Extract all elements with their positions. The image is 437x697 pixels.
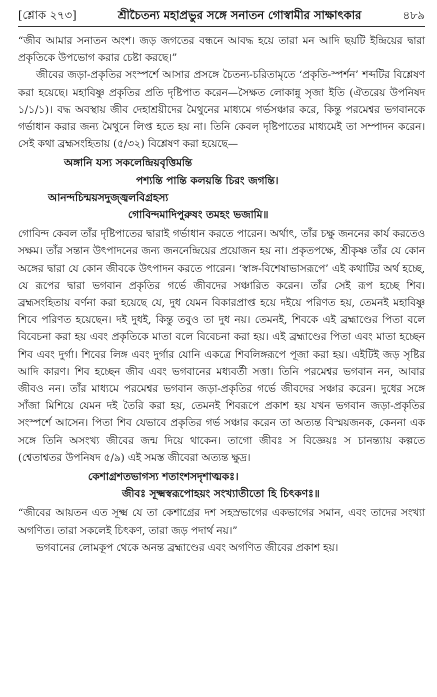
purport-paragraph: গোবিন্দ কেবল তাঁর দৃষ্টিপাতের দ্বারাই গর্ভাধান করতে পারেন। অর্থাৎ, তাঁর চক্ষু জননের কার্য করতেও সক্ষম। তাঁর সন্তান উৎপাদনের জন্য জননেন্দ্রিয়ের প্রয়োজন হয় না। প্রকৃতপক্ষে, শ্রীকৃষ্ণ তাঁর যে কোন অঙ্গের দ্বারা যে কোন জীবকে উৎপাদন করতে পারেন। ‘স্বাঙ্গ-বিশেষাভাসরূপে’ এই কথাটির অর্থ হচ্ছে, যে রূপের দ্বারা ভগবান প্রকৃতির গর্ভে জীবদের সঞ্চারিত করেন। তাঁর সেই রূপ হচ্ছে শিব। ব্রহ্মসংহিতায় বর্ণনা করা হয়েছে যে, দুধ যেমন বিকারপ্রাপ্ত হয়ে দইয়ে পরিণত হয়, তেমনই মহাবিষ্ণু শিবে পরিণত হয়েছেন। দই দুধই, কিন্তু তবুও তা দুধ নয়। তেমনই, শিবকে এই ব্রহ্মাণ্ডের পিতা বলে বিবেচনা করা হয় এবং প্রকৃতিকে মাতা বলে বিবেচনা করা হয়। এই ব্রহ্মাণ্ডের পিতা এবং মাতা হচ্ছেন শিব এবং দুর্গা। শিবের লিঙ্গ এবং দুর্গার যোনি একত্রে শিবলিঙ্গরূপে পূজা করা হয়। এইটিই জড় সৃষ্টির আদি কারণ। শিব হচ্ছেন জীব এবং ভগবানের মধ্যবর্তী সত্তা। তিনি পরমেশ্বর ভগবান নন, আবার জীবও নন। তাঁর মাধ্যমে পরমেশ্বর ভগবান জড়া-প্রকৃতির গর্ভে জীবদের সঞ্চার করেন। দুধের সঙ্গে সাঁজা মিশিয়ে যেমন দই তৈরি করা হয়, তেমনই শিবরূপে প্রকাশ হয় যখন ভগবান জড়া-প্রকৃতির সংস্পর্শে আসেন। পিতা শিব যেভাবে প্রকৃতির গর্ভ সঞ্চার করেন তা অত্যন্ত বিস্ময়জনক, কেননা এক সঙ্গে তিনি অসংখ্য জীবের জন্ম দিয়ে থাকেন। তাগো জীবঃ স বিজ্ঞেয়ঃ স চানন্ত্যায় কল্পতে (শ্বেতাশ্বতর উপনিষদ ৫/৯) এই সমস্ত জীবেরা অত্যন্ত ক্ষুদ্র। <box>18 228 425 464</box>
sanskrit-verse <box>18 469 425 503</box>
verse-line: পশ্যন্তি পান্তি কলয়ন্তি চিরং জগন্তি। <box>136 174 279 187</box>
purport-paragraph: জীবের জড়া-প্রকৃতির সংস্পর্শে আসার প্রসঙ্গে চৈতন্য-চরিতামৃতে ‘প্রকৃতি-স্পর্শন’ শব্দটির বিশ্লেষণ করা হয়েছে। মহাবিষ্ণু প্রকৃতির প্রতি দৃষ্টিপাত করেন—সৈক্ষত লোকান্নু সৃজা ইতি (ঐতরেয় উপনিষদ ১/১/১)। বদ্ধ অবস্থায় জীব দেহাশ্রয়ীদের মৈথুনের মাধ্যমে গর্ভসঞ্চার করে, কিন্তু পরমেশ্বর ভগবানকে গর্ভাধান করার জন্য মৈথুনে লিপ্ত হতে হয় না। তিনি কেবল দৃষ্টিপাতের মাধ্যমেই তা সম্পাদন করেন। সেই কথা ব্রহ্মসংহিতায় (৫/৩২) বিশ্লেষণ করা হয়েছে— <box>18 69 425 151</box>
quote-paragraph: “জীবের আয়তন এত সূক্ষ্ম যে তা কেশাগ্রের দশ সহস্রভাগের একভাগের সমান, এবং তাদের সংখ্যা অগণিত। তারা সকলেই চিৎকণ, তারা জড় পদার্থ নয়।” <box>18 507 425 537</box>
verse-line: কেশাগ্রশতভাগস্য শতাংশসদৃশাত্মকঃ। <box>88 471 239 484</box>
quote-paragraph: “জীব আমার সনাতন অংশ। জড় জগতের বন্ধনে আবদ্ধ হয়ে তারা মন আদি ছয়টি ইন্দ্রিয়ের দ্বারা প্রকৃতিকে উপভোগ করার চেষ্টা করছে।” <box>18 35 425 65</box>
verse-line: অঙ্গানি যস্য সকলেন্দ্রিয়বৃত্তিমন্তি <box>64 157 193 170</box>
chapter-title: শ্রীচৈতন্য মহাপ্রভুর সঙ্গে সনাতন গোস্বামীর সাক্ষাৎকার <box>117 8 362 22</box>
verse-line: আনন্দচিন্ময়সদুজ্জ্বলবিগ্রহস্য <box>48 191 169 204</box>
verse-reference: [শ্লোক ২৭৩] <box>18 8 77 22</box>
verse-line: গোবিন্দমাদিপুরুষং তমহং ভজামি॥ <box>128 209 269 222</box>
page-number: ৪৮৯ <box>402 8 425 22</box>
purport-paragraph: ভগবানের লোমকূপ থেকে অনন্ত ব্রহ্মাণ্ডের এবং অগণিত জীবের প্রকাশ হয়। <box>36 541 339 554</box>
verse-line: জীবঃ সূক্ষ্মস্বরূপোহয়ং সংখ্যাতীতো হি চিৎকণঃ॥ <box>122 488 320 501</box>
running-head <box>18 6 425 27</box>
sanskrit-verse <box>18 155 425 224</box>
